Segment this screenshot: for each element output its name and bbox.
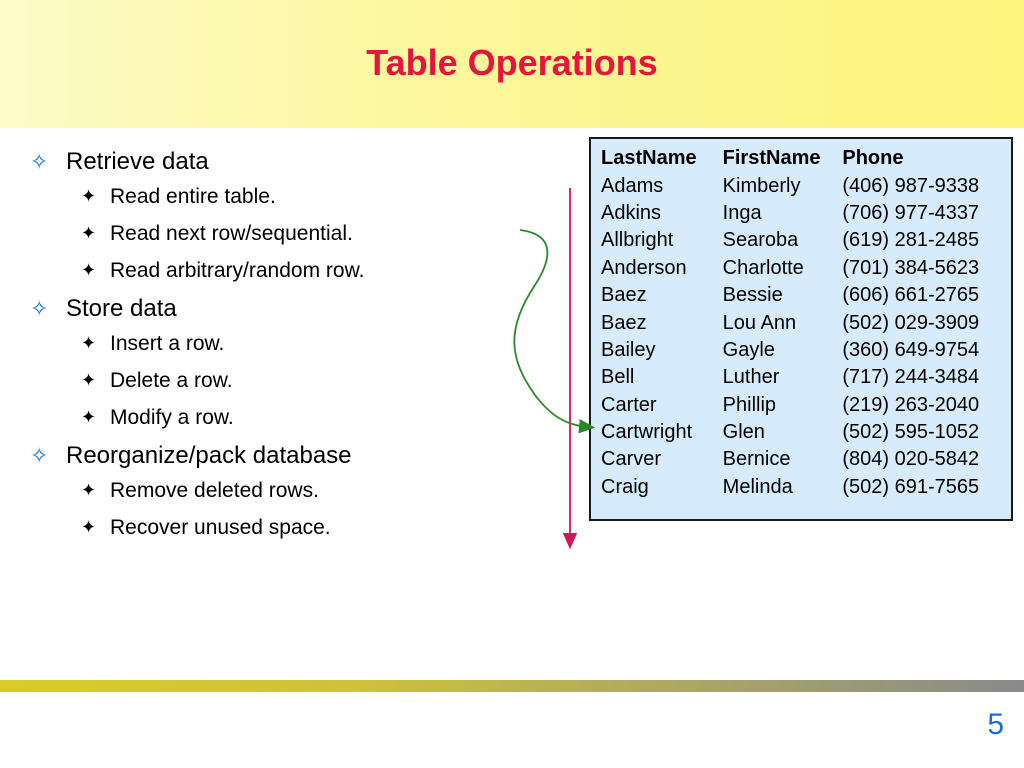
last-name-cell: Bailey <box>601 338 656 361</box>
first-name-cell: Phillip <box>722 393 777 416</box>
column-header: Phone <box>842 147 904 170</box>
first-name-cell: Lou Ann <box>722 311 797 334</box>
first-name-cell: Kimberly <box>722 174 801 197</box>
phone-cell: (619) 281-2485 <box>842 229 980 252</box>
four-point-star-icon: ✦ <box>81 333 97 353</box>
page-number: 5 <box>987 708 1004 741</box>
slide-title: Table Operations <box>366 42 658 83</box>
table-row <box>601 255 1011 282</box>
four-point-star-icon: ✦ <box>81 517 97 537</box>
slide-header <box>0 0 1024 128</box>
four-point-star-icon: ✦ <box>81 223 97 243</box>
four-point-star-icon: ✦ <box>81 186 97 206</box>
table-row <box>601 474 1011 501</box>
bullet-label: Store data <box>66 295 177 322</box>
sub-bullet-label: Read entire table. <box>110 184 276 208</box>
bullet-label: Reorganize/pack database <box>66 442 352 469</box>
table-header-row <box>601 145 1011 172</box>
last-name-cell: Carver <box>601 448 662 471</box>
four-point-star-icon: ✦ <box>81 370 97 390</box>
table-row <box>601 282 1011 309</box>
sub-bullet-item <box>30 325 570 362</box>
sub-bullet-item <box>30 252 570 289</box>
bullet-item <box>30 146 570 178</box>
first-name-cell: Melinda <box>722 475 793 498</box>
table-row <box>601 392 1011 419</box>
phone-cell: (406) 987-9338 <box>842 174 980 197</box>
diamond-star-icon: ✧ <box>30 296 49 321</box>
table-row <box>601 227 1011 254</box>
first-name-cell: Searoba <box>722 229 799 252</box>
table-row <box>601 337 1011 364</box>
first-name-cell: Bernice <box>722 448 791 471</box>
bullet-label: Retrieve data <box>66 148 209 175</box>
first-name-cell: Glen <box>722 421 765 444</box>
column-header: LastName <box>601 147 697 170</box>
phone-cell: (502) 691-7565 <box>842 475 980 498</box>
bullet-item <box>30 293 570 325</box>
diamond-star-icon: ✧ <box>30 149 49 174</box>
bullet-group <box>30 293 570 436</box>
four-point-star-icon: ✦ <box>81 260 97 280</box>
sub-bullet-item <box>30 472 570 509</box>
phone-cell: (502) 595-1052 <box>842 421 980 444</box>
first-name-cell: Luther <box>722 366 780 389</box>
bullet-list <box>30 146 570 550</box>
last-name-cell: Adkins <box>601 201 662 224</box>
sub-bullet-label: Modify a row. <box>110 405 234 429</box>
last-name-cell: Craig <box>601 475 649 498</box>
sub-bullet-item <box>30 362 570 399</box>
bullet-group <box>30 146 570 289</box>
sub-bullet-label: Insert a row. <box>110 331 225 355</box>
table-row <box>601 364 1011 391</box>
phone-cell: (701) 384-5623 <box>842 256 980 279</box>
bullet-group <box>30 440 570 546</box>
table-row <box>601 446 1011 473</box>
last-name-cell: Adams <box>601 174 664 197</box>
phone-cell: (804) 020-5842 <box>842 448 980 471</box>
phone-table <box>601 145 1011 501</box>
phone-cell: (706) 977-4337 <box>842 201 980 224</box>
table-row <box>601 309 1011 336</box>
sub-bullet-item <box>30 215 570 252</box>
last-name-cell: Baez <box>601 284 647 307</box>
column-header: FirstName <box>722 147 821 170</box>
first-name-cell: Bessie <box>722 284 783 307</box>
last-name-cell: Bell <box>601 366 635 389</box>
four-point-star-icon: ✦ <box>81 407 97 427</box>
sub-bullet-item <box>30 178 570 215</box>
first-name-cell: Charlotte <box>722 256 804 279</box>
last-name-cell: Carter <box>601 393 657 416</box>
phone-table-box <box>589 137 1013 521</box>
table-row <box>601 172 1011 199</box>
sub-bullet-label: Recover unused space. <box>110 515 331 539</box>
table-row <box>601 200 1011 227</box>
phone-cell: (360) 649-9754 <box>842 338 980 361</box>
phone-cell: (219) 263-2040 <box>842 393 980 416</box>
last-name-cell: Cartwright <box>601 421 693 444</box>
first-name-cell: Gayle <box>722 338 775 361</box>
table-row <box>601 419 1011 446</box>
footer-divider <box>0 680 1024 692</box>
last-name-cell: Anderson <box>601 256 687 279</box>
four-point-star-icon: ✦ <box>81 480 97 500</box>
last-name-cell: Allbright <box>601 229 674 252</box>
phone-cell: (717) 244-3484 <box>842 366 980 389</box>
sub-bullet-label: Remove deleted rows. <box>110 478 319 502</box>
first-name-cell: Inga <box>722 201 762 224</box>
sub-bullet-label: Read next row/sequential. <box>110 221 353 245</box>
diamond-star-icon: ✧ <box>30 443 49 468</box>
sub-bullet-item <box>30 509 570 546</box>
sub-bullet-label: Delete a row. <box>110 368 233 392</box>
sub-bullet-item <box>30 399 570 436</box>
phone-cell: (606) 661-2765 <box>842 284 980 307</box>
phone-cell: (502) 029-3909 <box>842 311 980 334</box>
sub-bullet-label: Read arbitrary/random row. <box>110 258 365 282</box>
last-name-cell: Baez <box>601 311 647 334</box>
bullet-item <box>30 440 570 472</box>
